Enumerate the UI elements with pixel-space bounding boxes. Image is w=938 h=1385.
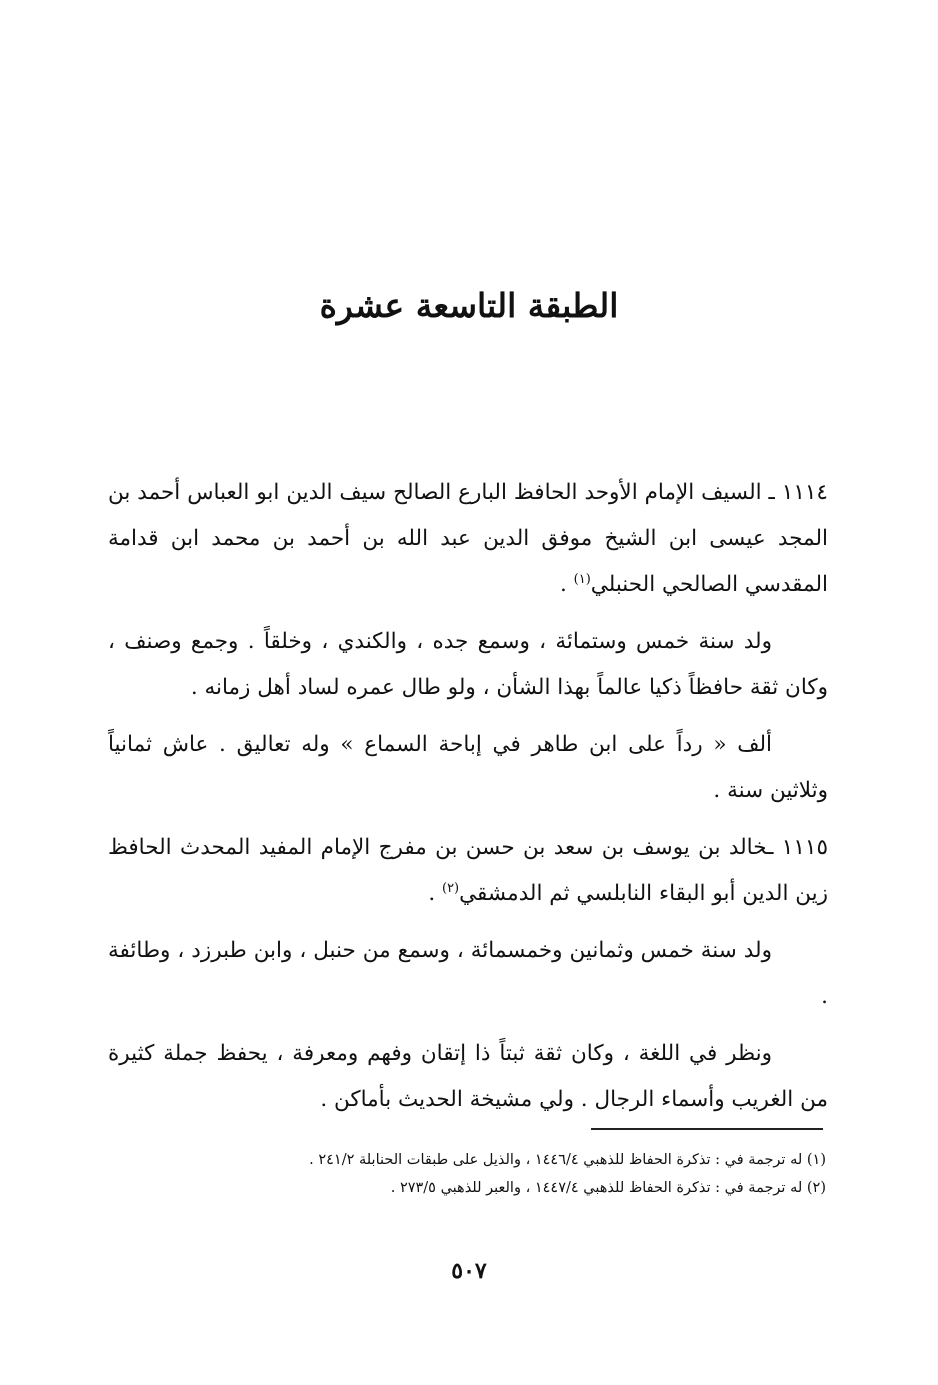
footnote-divider [591, 1128, 823, 1130]
main-text [108, 470, 828, 1134]
entry-number: ١١١٤ [781, 480, 828, 505]
chapter-title: الطبقة التاسعة عشرة [319, 286, 619, 326]
footnote: (٢) له ترجمة في : تذكرة الحفاظ للذهبي ١٤٤٧/٤ ، والعبر للذهبي ٢٧٣/٥ . [390, 1180, 826, 1196]
entry-number: ١١١٥ [781, 835, 828, 860]
entry-name: السيف الإمام الأوحد الحافظ البارع الصالح سيف الدين ابو العباس أحمد بن المجد عيسى ابن الشيخ موفق الدين عبد الله بن أحمد بن محمد ابن قدامة المقدسي الصالحي الحنبلي [108, 480, 828, 597]
entry-heading: ١١١٤ ـ السيف الإمام الأوحد الحافظ البارع الصالح سيف الدين ابو العباس أحمد بن المجد عيسى ابن الشيخ موفق الدين عبد الله بن أحمد بن محمد ابن قدامة المقدسي الصالحي الحنبلي$^{(١)}$ . [108, 480, 828, 597]
footnotes [106, 1146, 826, 1202]
entry-paragraph: ولد سنة خمس وثمانين وخمسمائة ، وسمع من حنبل ، وابن طبرزد ، وطائفة . [108, 938, 828, 1009]
entry-paragraph: ألف « رداً على ابن طاهر في إباحة السماع » وله تعاليق . عاش ثمانياً وثلاثين سنة . [108, 732, 828, 803]
footnote-ref: (١) [573, 571, 591, 587]
entry-heading: ١١١٥ ـخالد بن يوسف بن سعد بن حسن بن مفرج الإمام المفيد المحدث الحافظ زين الدين أبو البقاء النابلسي ثم الدمشقي$^{(٢)}$ . [108, 835, 828, 906]
footnote-ref: (٢) [441, 880, 460, 896]
entry-dash: ـ [761, 480, 775, 505]
entry-paragraph: ونظر في اللغة ، وكان ثقة ثبتاً ذا إتقان وفهم ومعرفة ، يحفظ جملة كثيرة من الغريب وأسماء الرجال . ولي مشيخة الحديث بأماكن . [108, 1041, 828, 1112]
page-number: ٥٠٧ [451, 1258, 487, 1284]
entry-dash: ـ [767, 835, 774, 860]
entry-paragraph: ولد سنة خمس وستمائة ، وسمع جده ، والكندي ، وخلقاً . وجمع وصنف ، وكان ثقة حافظاً ذكيا عالماً بهذا الشأن ، ولو طال عمره لساد أهل زمانه . [108, 629, 828, 700]
entry-name: خالد بن يوسف بن سعد بن حسن بن مفرج الإمام المفيد المحدث الحافظ زين الدين أبو البقاء النابلسي ثم الدمشقي [108, 835, 828, 906]
footnote: (١) له ترجمة في : تذكرة الحفاظ للذهبي ١٤٤٦/٤ ، والذيل على طبقات الحنابلة ٢٤١/٢ . [309, 1152, 826, 1168]
